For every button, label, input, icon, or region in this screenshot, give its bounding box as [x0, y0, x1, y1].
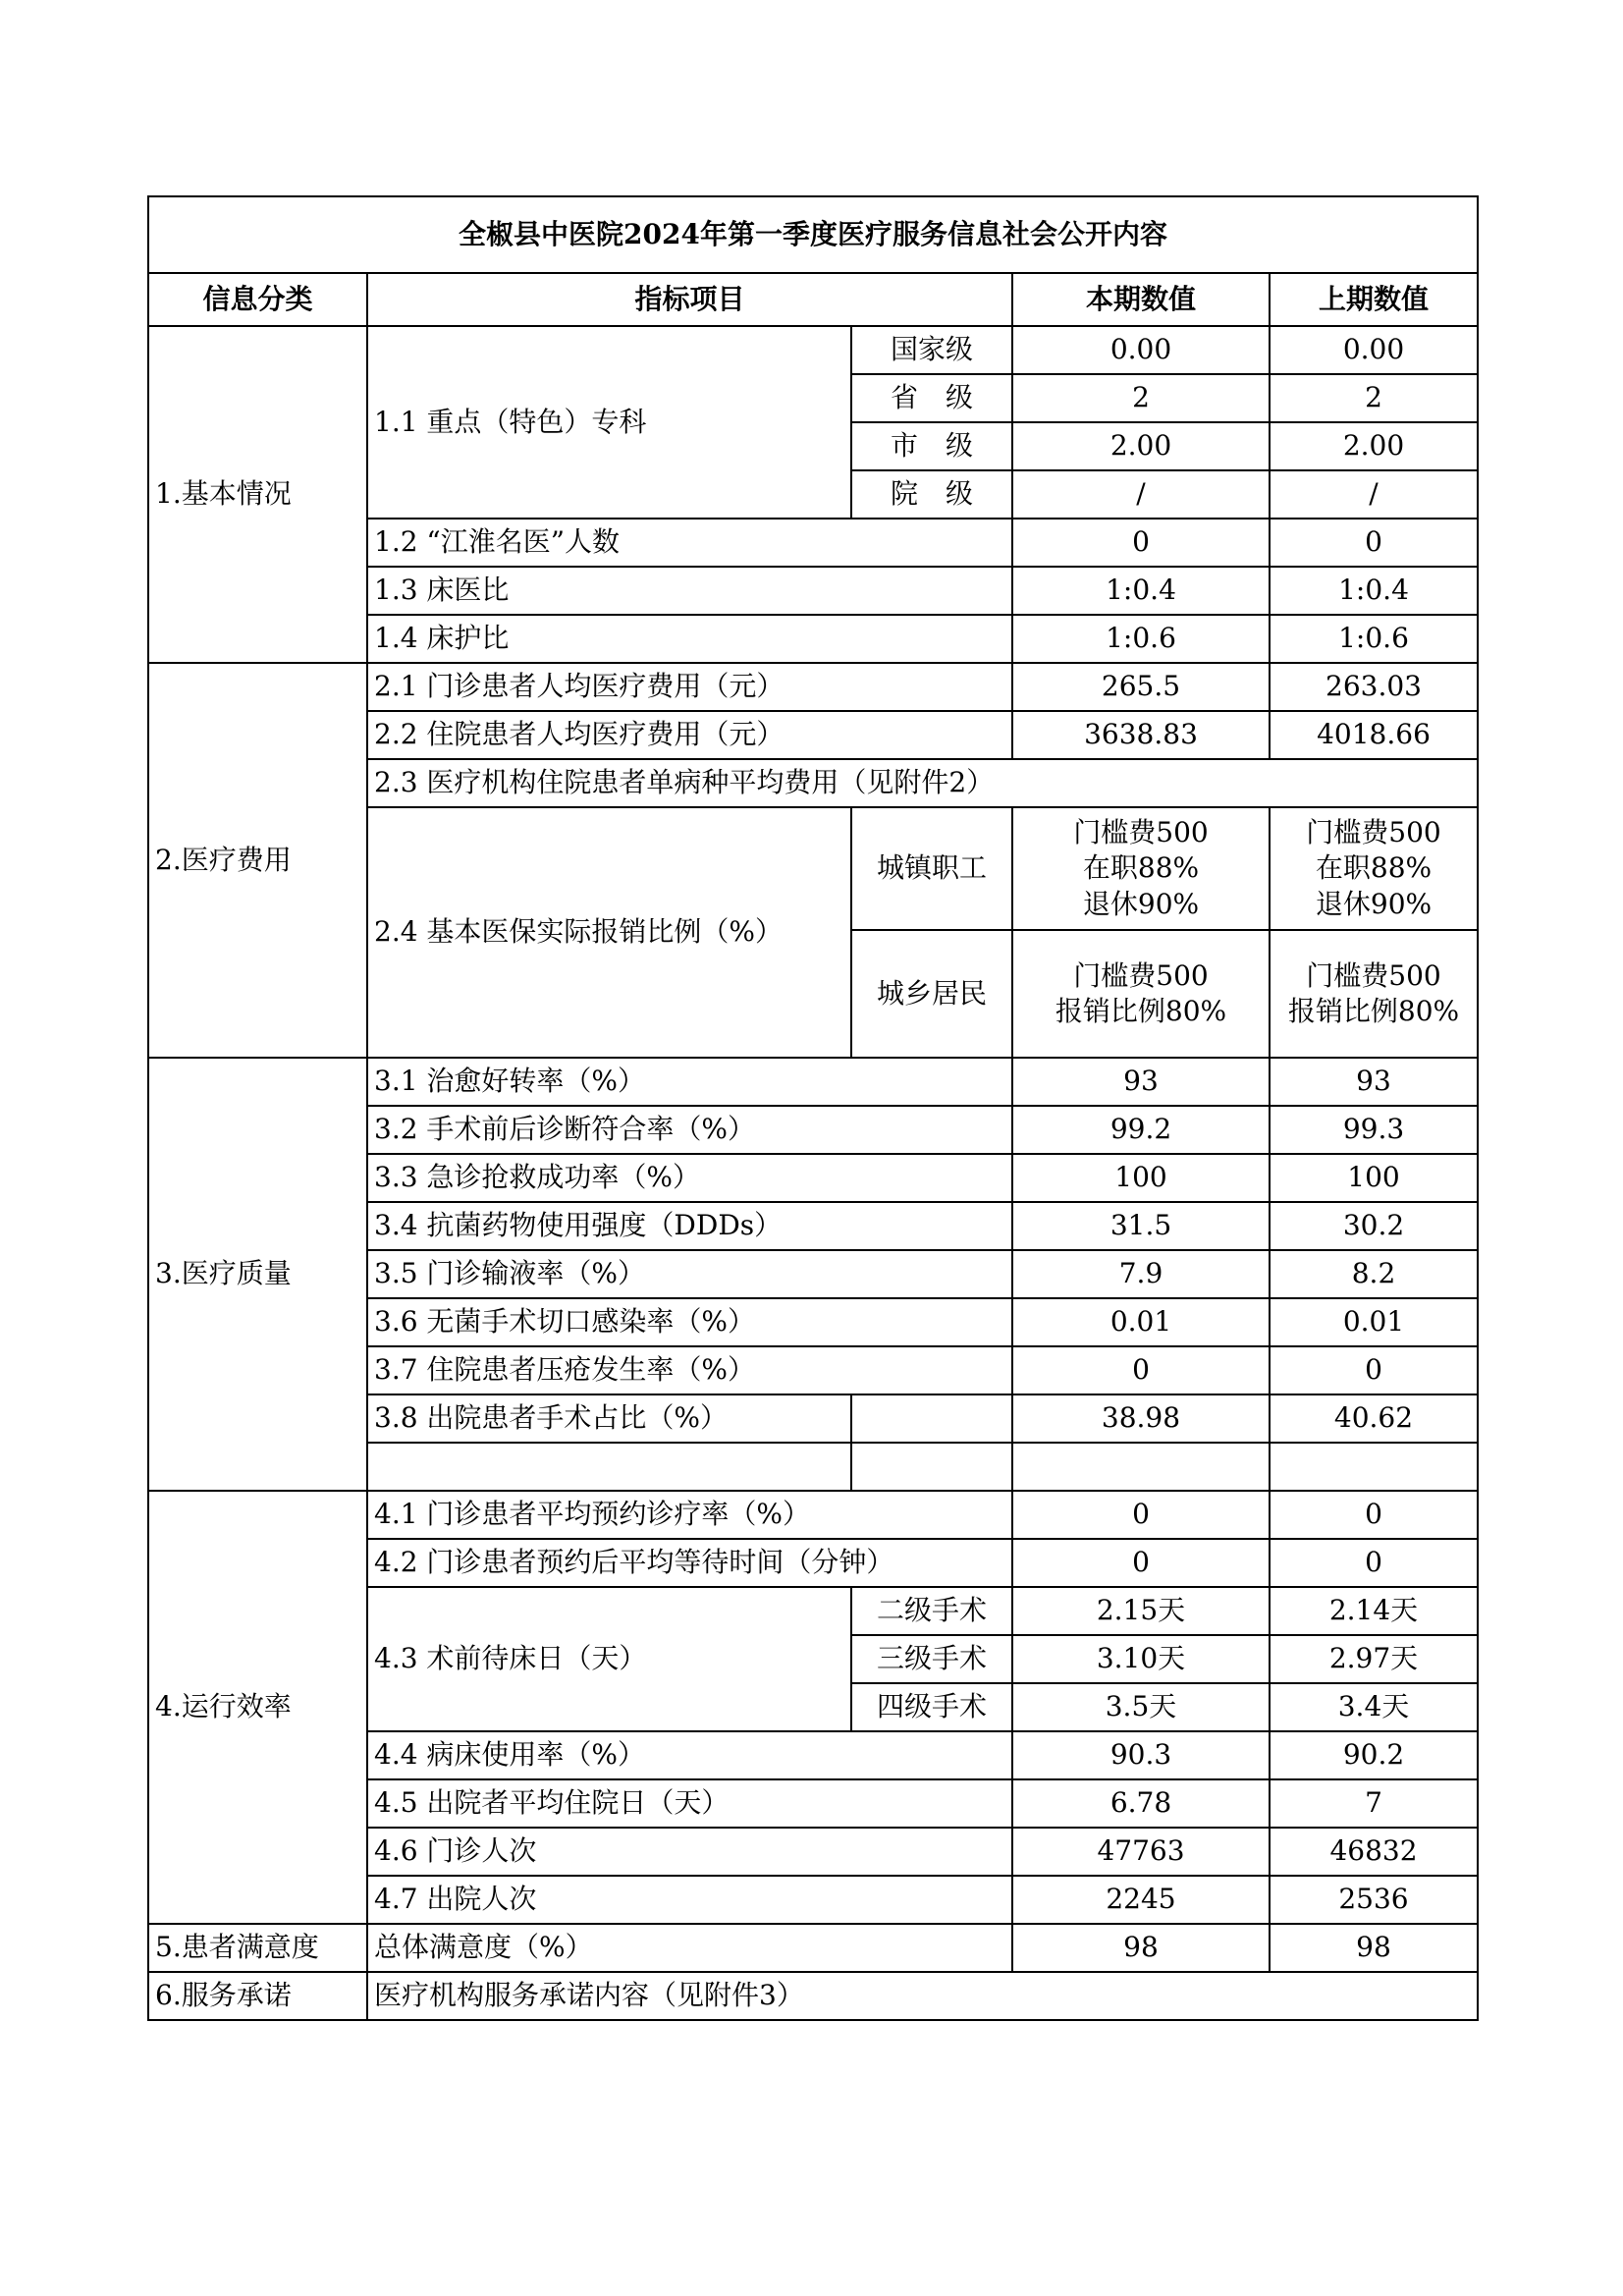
- empty-cell: [851, 1394, 1012, 1443]
- previous-value: 30.2: [1270, 1202, 1478, 1250]
- current-value: 3638.83: [1012, 711, 1270, 759]
- current-value: 1:0.4: [1012, 567, 1270, 615]
- urban-rural-label: 城乡居民: [851, 930, 1012, 1058]
- single-disease-cost-note: 2.3 医疗机构住院患者单病种平均费用（见附件2）: [367, 759, 1478, 807]
- previous-value: 100: [1270, 1154, 1478, 1202]
- indicator-label: 3.6 无菌手术切口感染率（%）: [367, 1298, 1012, 1346]
- previous-value: 2.14天: [1270, 1587, 1478, 1635]
- previous-value: 90.2: [1270, 1731, 1478, 1779]
- current-value: 6.78: [1012, 1779, 1270, 1828]
- indicator-label: 1.4 床护比: [367, 615, 1012, 663]
- current-value: 2: [1012, 374, 1270, 422]
- previous-value: 98: [1270, 1924, 1478, 1972]
- indicator-label: 2.2 住院患者人均医疗费用（元）: [367, 711, 1012, 759]
- indicator-label: 4.2 门诊患者预约后平均等待时间（分钟）: [367, 1539, 1012, 1587]
- section-service-commitment: 6.服务承诺: [148, 1972, 367, 2020]
- urban-employee-current: 门槛费500 在职88% 退休90%: [1012, 807, 1270, 930]
- section-patient-satisfaction: 5.患者满意度: [148, 1924, 367, 1972]
- surgery-level-label: 三级手术: [851, 1635, 1012, 1683]
- current-value: 3.10天: [1012, 1635, 1270, 1683]
- current-value: 93: [1012, 1058, 1270, 1106]
- current-value: 100: [1012, 1154, 1270, 1202]
- previous-value: 7: [1270, 1779, 1478, 1828]
- previous-value: 1:0.6: [1270, 615, 1478, 663]
- current-value: 3.5天: [1012, 1683, 1270, 1731]
- current-value: 265.5: [1012, 663, 1270, 711]
- current-value: 0: [1012, 1539, 1270, 1587]
- indicator-label: 3.5 门诊输液率（%）: [367, 1250, 1012, 1298]
- indicator-label: 1.3 床医比: [367, 567, 1012, 615]
- current-value: 0.00: [1012, 326, 1270, 374]
- current-value: 7.9: [1012, 1250, 1270, 1298]
- previous-value: 2.97天: [1270, 1635, 1478, 1683]
- current-value: 90.3: [1012, 1731, 1270, 1779]
- previous-value: 1:0.4: [1270, 567, 1478, 615]
- previous-value: 93: [1270, 1058, 1478, 1106]
- preop-wait-label: 4.3 术前待床日（天）: [367, 1587, 851, 1731]
- header-current: 本期数值: [1012, 273, 1270, 326]
- previous-value: 99.3: [1270, 1106, 1478, 1154]
- indicator-label: 3.2 手术前后诊断符合率（%）: [367, 1106, 1012, 1154]
- level-label: 国家级: [851, 326, 1012, 374]
- current-value: 1:0.6: [1012, 615, 1270, 663]
- indicator-label: 3.4 抗菌药物使用强度（DDDs）: [367, 1202, 1012, 1250]
- current-value: 31.5: [1012, 1202, 1270, 1250]
- previous-value: 3.4天: [1270, 1683, 1478, 1731]
- previous-value: 0: [1270, 1346, 1478, 1394]
- key-specialty-label: 1.1 重点（特色）专科: [367, 326, 851, 519]
- indicator-label: 4.6 门诊人次: [367, 1828, 1012, 1876]
- previous-value: 0: [1270, 519, 1478, 567]
- indicator-label: 4.5 出院者平均住院日（天）: [367, 1779, 1012, 1828]
- header-category: 信息分类: [148, 273, 367, 326]
- section-medical-quality: 3.医疗质量: [148, 1058, 367, 1491]
- previous-value: 0.01: [1270, 1298, 1478, 1346]
- current-value: 47763: [1012, 1828, 1270, 1876]
- urban-rural-current: 门槛费500 报销比例80%: [1012, 930, 1270, 1058]
- indicator-label: 1.2 “江淮名医”人数: [367, 519, 1012, 567]
- current-value: 98: [1012, 1924, 1270, 1972]
- previous-value: 263.03: [1270, 663, 1478, 711]
- level-label: 省 级: [851, 374, 1012, 422]
- urban-employee-previous: 门槛费500 在职88% 退休90%: [1270, 807, 1478, 930]
- indicator-label: 3.7 住院患者压疮发生率（%）: [367, 1346, 1012, 1394]
- level-label: 市 级: [851, 422, 1012, 470]
- indicator-label: 总体满意度（%）: [367, 1924, 1012, 1972]
- empty-cell: [851, 1443, 1012, 1491]
- service-commitment-note: 医疗机构服务承诺内容（见附件3）: [367, 1972, 1478, 2020]
- previous-value: 2.00: [1270, 422, 1478, 470]
- indicator-label: 2.1 门诊患者人均医疗费用（元）: [367, 663, 1012, 711]
- current-value: 2245: [1012, 1876, 1270, 1924]
- previous-value: 46832: [1270, 1828, 1478, 1876]
- surgery-level-label: 二级手术: [851, 1587, 1012, 1635]
- insurance-reimbursement-label: 2.4 基本医保实际报销比例（%）: [367, 807, 851, 1058]
- current-value: 99.2: [1012, 1106, 1270, 1154]
- indicator-label: 3.1 治愈好转率（%）: [367, 1058, 1012, 1106]
- indicator-label: 4.4 病床使用率（%）: [367, 1731, 1012, 1779]
- previous-value: /: [1270, 470, 1478, 519]
- previous-value: 40.62: [1270, 1394, 1478, 1443]
- document-title: 全椒县中医院2024年第一季度医疗服务信息社会公开内容: [148, 196, 1478, 273]
- empty-cell: [1012, 1443, 1270, 1491]
- current-value: 0: [1012, 1491, 1270, 1539]
- urban-employee-label: 城镇职工: [851, 807, 1012, 930]
- empty-cell: [367, 1443, 851, 1491]
- indicator-label: 4.1 门诊患者平均预约诊疗率（%）: [367, 1491, 1012, 1539]
- section-basic-info: 1.基本情况: [148, 326, 367, 663]
- header-indicator: 指标项目: [367, 273, 1012, 326]
- current-value: /: [1012, 470, 1270, 519]
- indicator-label: 4.7 出院人次: [367, 1876, 1012, 1924]
- current-value: 2.15天: [1012, 1587, 1270, 1635]
- section-medical-cost: 2.医疗费用: [148, 663, 367, 1058]
- previous-value: 2536: [1270, 1876, 1478, 1924]
- current-value: 0: [1012, 519, 1270, 567]
- current-value: 0: [1012, 1346, 1270, 1394]
- urban-rural-previous: 门槛费500 报销比例80%: [1270, 930, 1478, 1058]
- previous-value: 0: [1270, 1539, 1478, 1587]
- previous-value: 2: [1270, 374, 1478, 422]
- previous-value: 8.2: [1270, 1250, 1478, 1298]
- previous-value: 0: [1270, 1491, 1478, 1539]
- disclosure-table: [147, 195, 1479, 2021]
- section-operating-efficiency: 4.运行效率: [148, 1491, 367, 1924]
- empty-cell: [1270, 1443, 1478, 1491]
- current-value: 0.01: [1012, 1298, 1270, 1346]
- current-value: 38.98: [1012, 1394, 1270, 1443]
- current-value: 2.00: [1012, 422, 1270, 470]
- indicator-label: 3.3 急诊抢救成功率（%）: [367, 1154, 1012, 1202]
- header-previous: 上期数值: [1270, 273, 1478, 326]
- level-label: 院 级: [851, 470, 1012, 519]
- indicator-label: 3.8 出院患者手术占比（%）: [367, 1394, 851, 1443]
- surgery-level-label: 四级手术: [851, 1683, 1012, 1731]
- previous-value: 4018.66: [1270, 711, 1478, 759]
- previous-value: 0.00: [1270, 326, 1478, 374]
